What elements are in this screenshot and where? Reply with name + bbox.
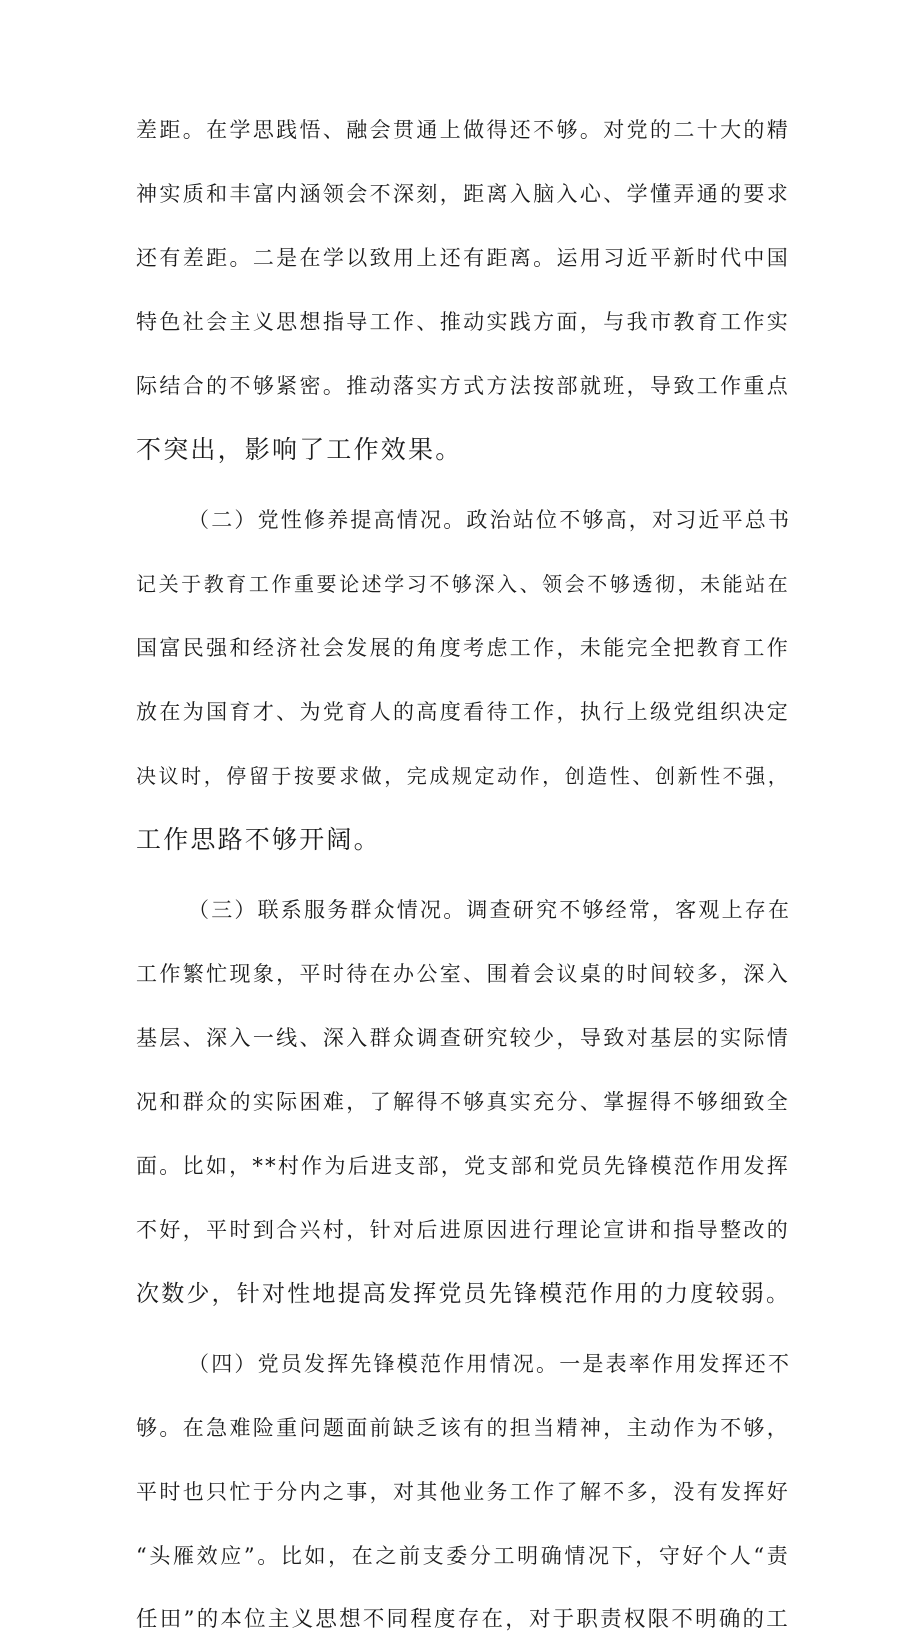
text-line: （四）党员发挥先锋模范作用情况。一是表率作用发挥还不 (188, 1352, 792, 1376)
paragraph-study-gap (136, 98, 790, 482)
text-line: 差距。在学思践悟、融会贯通上做得还不够。对党的二十大的精 (136, 118, 790, 142)
text-line: 神实质和丰富内涵领会不深刻，距离入脑入心、学懂弄通的要求 (136, 182, 790, 206)
text-line: 国富民强和经济社会发展的角度考虑工作，未能完全把教育工作 (136, 636, 790, 660)
paragraph-serving-masses (136, 878, 790, 1326)
text-line: 决议时，停留于按要求做，完成规定动作，创造性、创新性不强， (136, 764, 790, 788)
text-line: 够。在急难险重问题面前缺乏该有的担当精神，主动作为不够， (136, 1416, 790, 1440)
text-line: “头雁效应”。比如，在之前支委分工明确情况下，守好个人“责 (136, 1544, 790, 1568)
text-line: 基层、深入一线、深入群众调查研究较少，导致对基层的实际情 (136, 1026, 790, 1050)
text-line: 还有差距。二是在学以致用上还有距离。运用习近平新时代中国 (136, 246, 790, 270)
text-line: 工作思路不够开阔。 (136, 825, 381, 854)
document-body (136, 98, 790, 1652)
text-line: 工作繁忙现象，平时待在办公室、围着会议桌的时间较多，深入 (136, 962, 790, 986)
text-line: 面。比如，**村作为后进支部，党支部和党员先锋模范作用发挥 (136, 1154, 790, 1178)
text-line: 任田”的本位主义思想不同程度存在，对于职责权限不明确的工 (136, 1607, 790, 1632)
text-line: 次数少，针对性地提高发挥党员先锋模范作用的力度较弱。 (136, 1281, 792, 1307)
paragraph-vanguard-role (136, 1332, 790, 1652)
text-line: 不突出，影响了工作效果。 (136, 435, 463, 464)
text-line: （二）党性修养提高情况。政治站位不够高，对习近平总书 (188, 508, 792, 532)
text-line: 特色社会主义思想指导工作、推动实践方面，与我市教育工作实 (136, 310, 790, 334)
text-line: （三）联系服务群众情况。调查研究不够经常，客观上存在 (188, 898, 792, 922)
text-line: 况和群众的实际困难，了解得不够真实充分、掌握得不够细致全 (136, 1090, 790, 1114)
text-line: 记关于教育工作重要论述学习不够深入、领会不够透彻，未能站在 (136, 572, 790, 596)
text-line: 不好，平时到合兴村，针对后进原因进行理论宣讲和指导整改的 (136, 1218, 790, 1242)
text-line: 平时也只忙于分内之事，对其他业务工作了解不多，没有发挥好 (136, 1480, 790, 1504)
paragraph-party-spirit (136, 488, 790, 872)
text-line: 放在为国育才、为党育人的高度看待工作，执行上级党组织决定 (136, 700, 790, 724)
text-line: 际结合的不够紧密。推动落实方式方法按部就班，导致工作重点 (136, 374, 790, 398)
